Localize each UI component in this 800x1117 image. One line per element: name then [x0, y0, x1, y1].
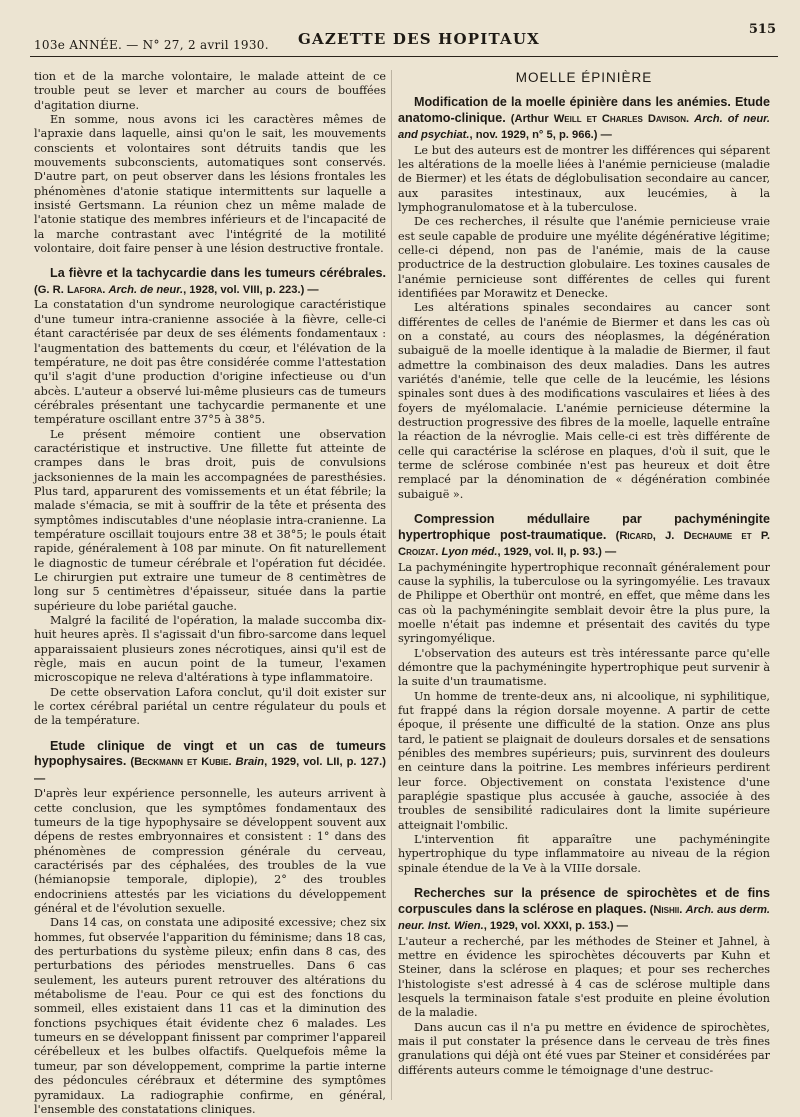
article-title-text: Compression médullaire par pachyméningite hypertrophique post-traumatique.: [398, 512, 770, 542]
article-title-text: Modification de la moelle épinière dans les anémies. Etude anatomo-clinique.: [398, 95, 770, 125]
citation-journal: Arch. of neur. and psychiat.: [398, 112, 771, 141]
paragraph: Le but des auteurs est de montrer les différences qui séparent les altérations de la moelle liées à l'anémie pernicieuse (maladie de Biermer) et les états de déglobulisation secondaire au cancer, aux parasites intestinaux, aux leucémies, à la lymphogranulomatose et à la tuberculose.: [398, 143, 770, 214]
citation-sep: .: [679, 903, 686, 916]
article-spirochetes: [398, 886, 770, 1078]
paragraph: L'intervention fit apparaître une pachyméningite hypertrophique du type inflammatoire au niveau de la région spinale étendue de la Ve à la VIIIe dorsale.: [398, 833, 770, 875]
article-title-text: La fièvre et la tachycardie dans les tumeurs cérébrales.: [50, 266, 386, 281]
paragraph: tion et de la marche volontaire, le malade atteint de ce trouble peut se lever et marcher au cours de bouffées d'agitation diurne.: [34, 70, 386, 112]
article-title: [398, 95, 770, 144]
article-title: [398, 886, 770, 935]
article-pachymeningitis: [398, 512, 770, 876]
citation-prefix: (: [646, 903, 654, 916]
citation-sep: .: [685, 112, 695, 125]
paragraph: D'après leur expérience personnelle, les auteurs arrivent à cette conclusion, que les symptômes fondamentaux des tumeurs de la tige hypophysaire se développent souvent aux dépens de restes embryonnaires et consistent : 1° dans des phénomènes de compression générale du cerveau, caractérisés par des céphalées, des troubles de la vue (hémianopsie temporale, diplopie), 2° des troubles endocriniens attestés par les viciations du développement général et de l'évolution sexuelle.: [34, 787, 386, 916]
paragraph: De cette observation Lafora conclut, qu'il doit exister sur le cortex cérébral pariétal un centre régulateur du pouls et de la température.: [34, 685, 386, 728]
citation-journal: Arch. de neur.: [108, 283, 184, 296]
citation-author: Beckmann et Kubie: [134, 756, 229, 769]
paragraph: Le présent mémoire contient une observation caractéristique et instructive. Une fillette fut atteinte de crampes dans le bras droit, puis de convulsions jacksoniennes de la main les accompagnées de paresthésies. Plus tard, apparurent des vomissements et un état fébrile; la malade s'émacia, se mit à souffrir de la tête et présenta des symptômes indiscutables d'une néoplasie intra-cranienne. La température oscillait toujours entre 38 et 38°5; le pouls était rapide, généralement à 108 par minute. On fit naturellement le diagnostic de tumeur cérébrale et l'opération fut décidée. Le chirurgien put extraire une tumeur de 8 centimètres de long sur 5 centimètres d'épaisseur, située dans la partie supérieure du lobe pariétal gauche.: [34, 427, 386, 613]
citation-suffix: , 1929, vol. LII, p. 127.) —: [34, 756, 386, 785]
article-title: [34, 266, 386, 298]
citation-sep: .: [102, 283, 109, 296]
page-number: 515: [748, 22, 776, 37]
citation-prefix: (: [606, 529, 620, 542]
paragraph: L'auteur a recherché, par les méthodes de Steiner et Jahnel, à mettre en évidence les spirochètes découverts par Kuhn et Steiner, dans la sclérose en plaques; et pour ses recherches l'histologiste s'est adressé à 4 cas de sclérose multiple dans lesquels la terminaison fatale s'est produite en pleine évolution de la maladie.: [398, 934, 770, 1020]
citation-author: Nishii: [653, 903, 680, 916]
citation-journal: Arch. aus derm. neur. Inst. Wien.: [398, 903, 770, 933]
left-column: [34, 70, 386, 1116]
citation-sep: .: [228, 756, 236, 769]
article-pituitary-tumors: [34, 739, 386, 1117]
citation-suffix: , nov. 1929, n° 5, p. 966.) —: [469, 129, 612, 141]
section-title: MOELLE ÉPINIÈRE: [515, 70, 653, 85]
citation-journal: Brain: [235, 756, 265, 769]
right-column: [398, 70, 770, 1104]
citation-journal: Lyon méd.: [441, 546, 498, 559]
journal-title: GAZETTE DES HOPITAUX: [298, 30, 541, 48]
citation-prefix: (G. R.: [34, 283, 67, 296]
paragraph: La pachyméningite hypertrophique reconnaît généralement pour cause la syphilis, la tuberculose ou la syringomyélie. Les travaux de Philippe et Oberthür ont montré, en effet, que même dans les cas où la pachyméningite semblait devoir être la plus pure, la moelle n'était pas indemne et présentait des cavités du type syringomyélique.: [398, 560, 770, 646]
citation-prefix: (Arthur: [505, 112, 554, 125]
paragraph: Dans aucun cas il n'a pu mettre en évidence de spirochètes, mais il put constater la présence dans le cerveau de très fines granulations qui déjà ont été vues par Steiner et considérées par différents auteurs comme le témoignage d'une destruc-: [398, 1020, 770, 1077]
issue-info: 103e ANNÉE. — N° 27, 2 avril 1930.: [34, 38, 269, 52]
column-divider: [391, 70, 392, 1100]
paragraph: Un homme de trente-deux ans, ni alcoolique, ni syphilitique, fut frappé dans la région dorsale moyenne. A partir de cette époque, il présente une difficulté de la station. Onze ans plus tard, le patient se plaignait de douleurs dorsales et de sensations pénibles des membres supérieurs; puis, survinrent des douleurs en ceinture dans la poitrine. Les membres inférieurs perdirent leur force. Objectivement on constata l'existence d'une paraplégie spastique plus accusée à gauche, associée à des troubles de sensibilité radiculaires dont la limite supérieure atteignait l'ombilic.: [398, 689, 770, 832]
citation-author: Ricard, J. Dechaume et P. Croizat: [398, 529, 770, 559]
paragraph: En somme, nous avons ici les caractères mêmes de l'apraxie dans laquelle, ainsi qu'on le sait, les mouvements conscients et volontaires sont détruits tandis que les mouvements subconscients, automatiques sont conservés. D'autre part, on peut observer dans les lésions frontales les phénomènes d'atonie statique intermittents sur laquelle a insisté Gertsmann. La réunion chez un même malade de l'atonie statique des membres inférieurs et de l'incapacité de la marche contrastant avec l'intégrité de la motilité volontaire, doit faire penser à une lésion destructive frontale.: [34, 113, 386, 256]
citation-prefix: (: [126, 756, 135, 769]
article-title-text: Etude clinique de vingt et un cas de tumeurs hypophysaires.: [34, 738, 386, 769]
page-header: [30, 16, 778, 57]
article-title: [34, 739, 386, 788]
citation-sep: .: [435, 546, 442, 559]
paragraph: De ces recherches, il résulte que l'anémie pernicieuse vraie est seule capable de produire une myélite dégénérative légitime; celle-ci dépend, non pas de l'anémie, mais de la cause productrice de la destruction globulaire. Les toxines causales de l'anémie pernicieuse sont différentes de celles qui furent identifiées par Morawitz et Denecke.: [398, 215, 770, 300]
citation-suffix: , 1929, vol. II, p. 93.) —: [497, 546, 617, 559]
article-spinal-anemia: [398, 95, 770, 502]
paragraph: Malgré la facilité de l'opération, la malade succomba dix-huit heures après. Il s'agissait d'un fibro-sarcome dans lequel apparaissaient plusieurs zones nécrotiques, ainsi qu'il est de règle, mais en aucun point de la tumeur, l'examen microscopique ne releva d'altérations à type inflammatoire.: [34, 614, 386, 685]
citation-author: Lafora: [66, 283, 103, 296]
paragraph: Dans 14 cas, on constata une adiposité excessive; chez six hommes, fut observée l'apparition du féminisme; dans 18 cas, des perturbations du système pileux; enfin dans 8 cas, des perturbations des périodes menstruelles. Dans 6 cas seulement, les auteurs purent retrouver des altérations du métabolisme de l'eau. Pour ce qui est des fonctions du sommeil, elles existaient dans 11 cas et la diminution des fonctions psychiques était évidente chez 6 malades. Les tumeurs en se développant finissent par comprimer l'appareil cérébelleux et les bulbes olfactifs. Quelquefois même la tumeur, par son développement, comprime la partie interne des pédoncules cérébraux et détermine des symptômes pyramidaux. La radiographie confirme, en général, l'ensemble des constatations cliniques.: [34, 916, 386, 1116]
citation: [34, 284, 319, 296]
citation-author: Weill et Charles Davison: [553, 112, 686, 125]
citation-suffix: , 1929, vol. XXXI, p. 153.) —: [483, 920, 628, 933]
paragraph: L'observation des auteurs est très intéressante parce qu'elle démontre que la pachyméningite hypertrophique peut survenir à la suite d'un traumatisme.: [398, 646, 770, 689]
paragraph: La constatation d'un syndrome neurologique caractéristique d'une tumeur intra-cranienne associée à la fièvre, celle-ci étant caractérisée par deux de ses éléments fondamentaux : l'augmentation des battements du cœur, et l'élévation de la température, ne doit pas être considérée comme l'attestation qu'il s'agit d'une production d'origine infectieuse ou d'un abcès. L'auteur a observé lui-même plusieurs cas de tumeurs cérébrales présentant une tachycardie permanente et une température oscillant entre 37°5 à 38°5.: [34, 298, 386, 427]
citation-suffix: , 1928, vol. VIII, p. 223.) —: [183, 283, 319, 296]
article-title-text: Recherches sur la présence de spirochètes et de fins corpuscules dans la sclérose en plaques.: [398, 886, 770, 916]
article-title: [398, 512, 770, 561]
article-fever-tachycardia: [34, 266, 386, 728]
paragraph: Les altérations spinales secondaires au cancer sont différentes de celles de l'anémie de Biermer et dans les cas où on a constaté, au cours des néoplasmes, la dégénération subaiguë de la moelle identique à la maladie de Biermer, il faut admettre la combinaison des deux maladies. Dans les autres variétés d'anémie, telle que celle de la leucémie, les lésions spinales sont dues à des modifications vasculaires et liées à des foyers de myélomalacie. L'anémie pernicieuse détermine la destruction progressive des fibres de la moelle, laquelle entraîne la réaction de la névroglie. Mais celle-ci est très différente de celle qui caractérise la sclérose en plaques, d'où il suit, que le terme de sclérose combinée n'est pas heureux et doit être remplacé par la dénomination de « dégénération combinée subaiguë ».: [398, 301, 770, 501]
